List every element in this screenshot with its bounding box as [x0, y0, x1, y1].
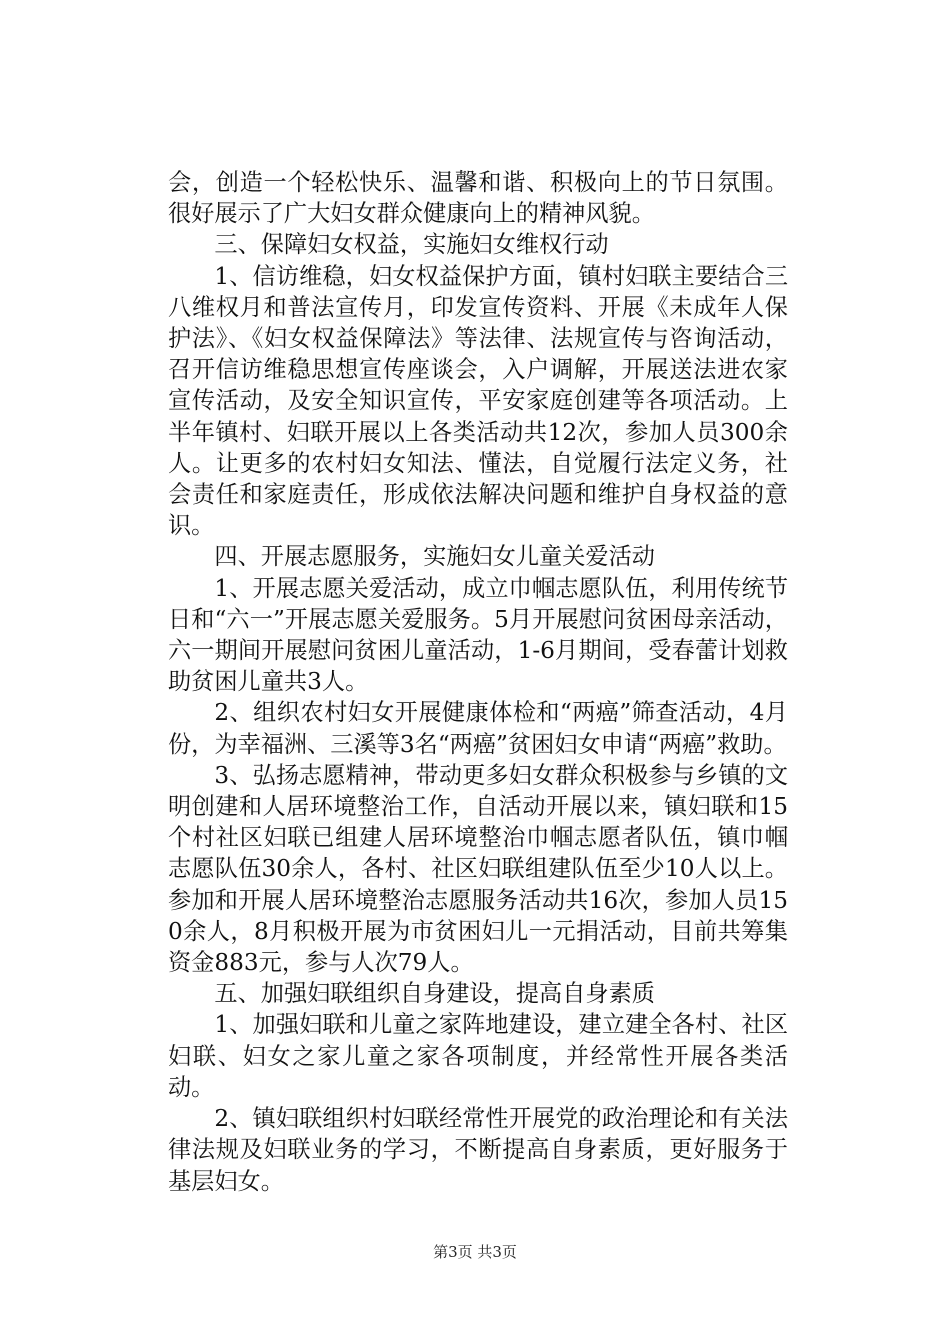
section-heading-5: 五、加强妇联组织自身建设，提高自身素质: [214, 980, 655, 1008]
paragraph-health-screening: 2、组织农村妇女开展健康体检和“两癌”筛查活动，4月份，为幸福洲、三溪等3名“两癌”贫困妇女申请“两癌”救助。: [168, 699, 788, 758]
paragraph-volunteer-care: 1、开展志愿关爱活动，成立巾帼志愿队伍，利用传统节日和“六一”开展志愿关爱服务。5月开展慰问贫困母亲活动，六一期间开展慰问贫困儿童活动，1-6月期间，受春蕾计划救助贫困儿童共3人。: [168, 574, 788, 696]
paragraph-continuation: 会，创造一个轻松快乐、温馨和谐、积极向上的节日氛围。很好展示了广大妇女群众健康向上的精神风貌。: [168, 169, 788, 228]
paragraph-position-building: 1、加强妇联和儿童之家阵地建设，建立建全各村、社区妇联、妇女之家儿童之家各项制度，并经常性开展各类活动。: [168, 1011, 788, 1101]
section-heading-3: 三、保障妇女权益，实施妇女维权行动: [214, 231, 609, 259]
page-number-footer: 第3页 共3页: [433, 1243, 517, 1261]
section-heading-4: 四、开展志愿服务，实施妇女儿童关爱活动: [214, 543, 655, 571]
paragraph-petition-rights: 1、信访维稳，妇女权益保护方面，镇村妇联主要结合三八维权月和普法宣传月，印发宣传资料、开展《未成年人保护法》、《妇女权益保障法》等法律、法规宣传与咨询活动，召开信访维稳思想宣传座谈会，入户调解，开展送法进农家宣传活动，及安全知识宣传，平安家庭创建等各项活动。上半年镇村、妇联开展以上各类活动共12次，参加人员300余人。让更多的农村妇女知法、懂法，自觉履行法定义务，社会责任和家庭责任，形成依法解决问题和维护自身权益的意识。: [168, 262, 788, 540]
paragraph-volunteer-spirit: 3、弘扬志愿精神，带动更多妇女群众积极参与乡镇的文明创建和人居环境整治工作，自活动开展以来，镇妇联和15个村社区妇联已组建人居环境整治巾帼志愿者队伍，镇巾帼志愿队伍30余人，各村、社区妇联组建队伍至少10人以上。参加和开展人居环境整治志愿服务活动共16次，参加人员150余人，8月积极开展为市贫困妇儿一元捐活动，目前共筹集资金883元，参与人次79人。: [168, 761, 788, 977]
paragraph-study: 2、镇妇联组织村妇联经常性开展党的政治理论和有关法律法规及妇联业务的学习，不断提高自身素质，更好服务于基层妇女。: [168, 1105, 788, 1195]
document-body: [168, 167, 788, 1197]
